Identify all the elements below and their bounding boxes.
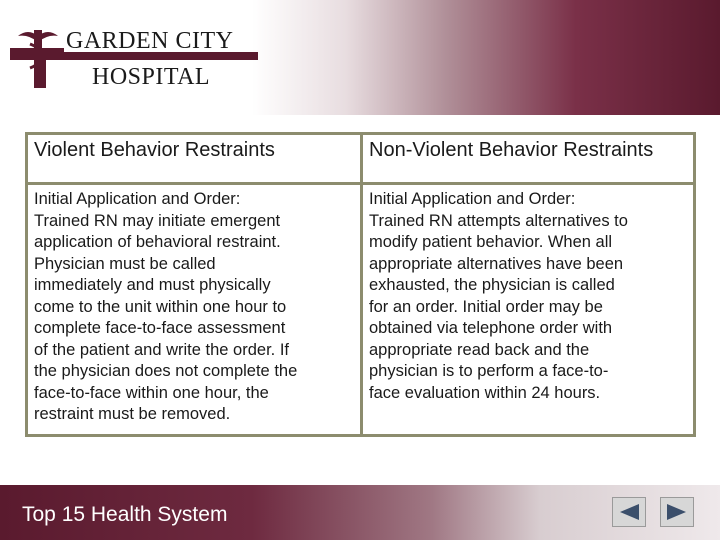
header-violent: Violent Behavior Restraints bbox=[27, 134, 362, 184]
cell-line: modify patient behavior. When all bbox=[369, 233, 613, 251]
cell-line: Trained RN attempts alternatives to bbox=[369, 211, 628, 230]
cell-line: come to the unit within one hour to bbox=[34, 297, 287, 316]
cell-line: Trained RN may initiate emergent bbox=[34, 211, 281, 230]
next-slide-button[interactable] bbox=[660, 497, 694, 527]
cell-non-violent bbox=[362, 184, 695, 436]
cell-line: appropriate read back and the bbox=[369, 340, 590, 359]
footer-tagline: Top 15 Health System bbox=[22, 503, 228, 526]
cell-line: Initial Application and Order: bbox=[34, 190, 241, 208]
cell-line: complete face-to-face assessment bbox=[34, 319, 286, 337]
triangle-left-icon bbox=[617, 502, 641, 522]
triangle-right-icon bbox=[665, 502, 689, 522]
cell-line: for an order. Initial order may be bbox=[369, 297, 603, 316]
cell-line: appropriate alternatives have been bbox=[369, 254, 624, 273]
cell-line: immediately and must physically bbox=[34, 276, 271, 294]
table-header-row bbox=[27, 134, 695, 184]
cell-line: application of behavioral restraint. bbox=[34, 233, 281, 251]
restraints-table bbox=[25, 132, 696, 437]
cell-line: restraint must be removed. bbox=[34, 405, 231, 423]
cell-line: of the patient and write the order. If bbox=[34, 340, 289, 359]
logo-text-line2: HOSPITAL bbox=[92, 64, 211, 90]
cell-line: physician is to perform a face-to- bbox=[369, 362, 609, 380]
cell-line: obtained via telephone order with bbox=[369, 319, 613, 337]
cell-violent bbox=[27, 184, 362, 436]
table-row bbox=[27, 184, 695, 436]
cell-line: face-to-face within one hour, the bbox=[34, 383, 269, 402]
cell-line: Initial Application and Order: bbox=[369, 190, 576, 208]
previous-slide-button[interactable] bbox=[612, 497, 646, 527]
cell-line: the physician does not complete the bbox=[34, 362, 298, 380]
hospital-logo bbox=[8, 26, 268, 96]
header-non-violent: Non-Violent Behavior Restraints bbox=[362, 134, 695, 184]
cell-line: face evaluation within 24 hours. bbox=[369, 383, 601, 402]
cell-line: exhausted, the physician is called bbox=[369, 276, 615, 294]
logo-text-line1: GARDEN CITY bbox=[66, 28, 234, 54]
cell-line: Physician must be called bbox=[34, 254, 216, 273]
